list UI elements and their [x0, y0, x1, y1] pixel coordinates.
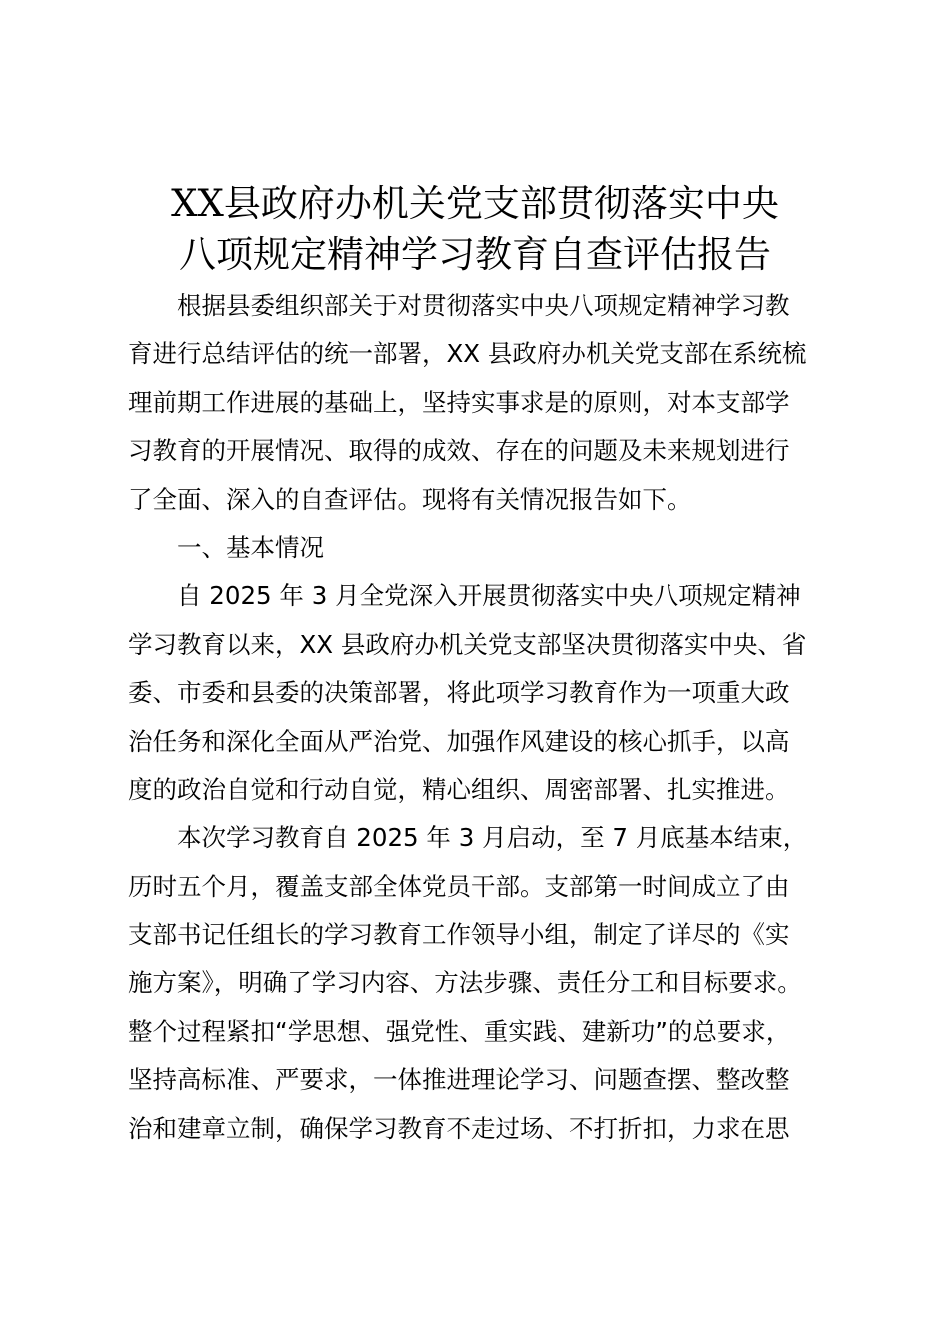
paragraph-2-line-2: 学习教育以来，XX 县政府办机关党支部坚决贯彻落实中央、省	[128, 629, 807, 659]
paragraph-intro-line-3: 理前期工作进展的基础上，坚持实事求是的原则，对本支部学	[128, 387, 790, 417]
paragraph-3-line-4: 施方案》，明确了学习内容、方法步骤、责任分工和目标要求。	[128, 968, 802, 998]
title-line-1: XX县政府办机关党支部贯彻落实中央	[171, 182, 779, 225]
document-title	[100, 178, 850, 280]
section-heading: 一、基本情况	[177, 532, 324, 562]
paragraph-3-line-1: 本次学习教育自 2025 年 3 月启动，至 7 月底基本结束，	[177, 823, 808, 853]
paragraph-3-line-3: 支部书记任组长的学习教育工作领导小组，制定了详尽的《实	[128, 920, 790, 950]
paragraph-3-line-5: 整个过程紧扣“学思想、强党性、重实践、建新功”的总要求，	[128, 1016, 791, 1046]
paragraph-intro-line-2: 育进行总结评估的统一部署，XX 县政府办机关党支部在系统梳	[128, 339, 807, 369]
paragraph-intro-line-4: 习教育的开展情况、取得的成效、存在的问题及未来规划进行	[128, 436, 790, 466]
document-body	[128, 282, 833, 1153]
paragraph-2-line-1: 自 2025 年 3 月全党深入开展贯彻落实中央八项规定精神	[177, 581, 801, 611]
paragraph-intro-line-1: 根据县委组织部关于对贯彻落实中央八项规定精神学习教	[177, 291, 790, 320]
paragraph-2-line-3: 委、市委和县委的决策部署，将此项学习教育作为一项重大政	[128, 678, 790, 708]
paragraph-3-line-7: 治和建章立制，确保学习教育不走过场、不打折扣，力求在思	[128, 1113, 790, 1143]
title-line-2: 八项规定精神学习教育自查评估报告	[179, 233, 771, 276]
paragraph-3-line-6: 坚持高标准、严要求，一体推进理论学习、问题查摆、整改整	[128, 1065, 790, 1095]
paragraph-3-line-2: 历时五个月，覆盖支部全体党员干部。支部第一时间成立了由	[128, 871, 790, 901]
paragraph-intro-line-5: 了全面、深入的自查评估。现将有关情况报告如下。	[128, 484, 692, 514]
paragraph-2-line-4: 治任务和深化全面从严治党、加强作风建设的核心抓手，以高	[128, 726, 790, 756]
paragraph-2-line-5: 度的政治自觉和行动自觉，精心组织、周密部署、扎实推进。	[128, 774, 790, 804]
